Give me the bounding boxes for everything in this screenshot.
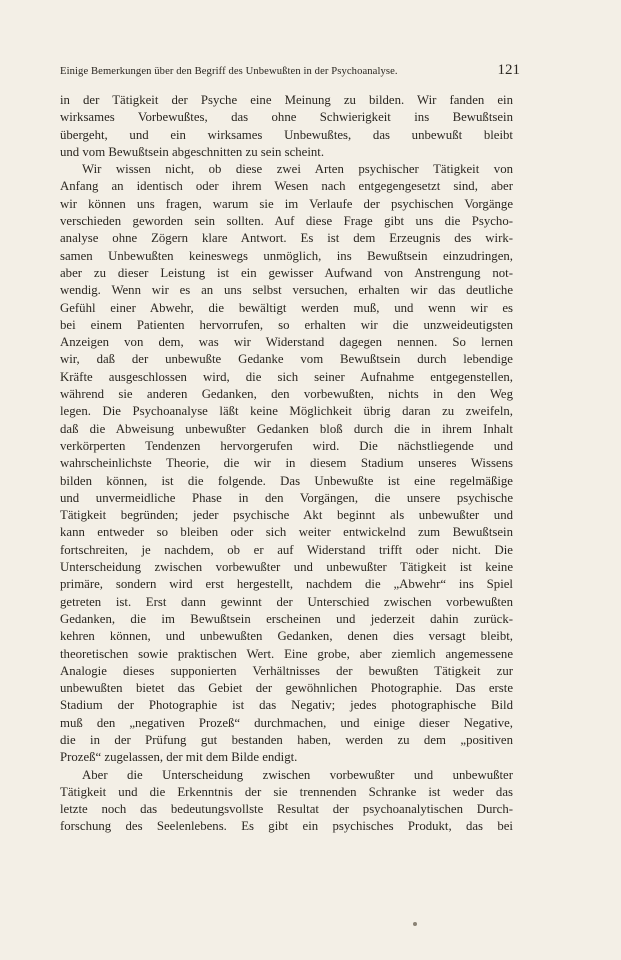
text-line: aber zu dieser Leistung ist ein gewisser Aufwand von Anstrengung not- — [60, 265, 513, 280]
text-line: Gedanken, die im Bewußtsein erscheinen und jederzeit dahin zurück- — [60, 611, 513, 626]
text-line: muß den „negativen Prozeß“ durchmachen, und einige dieser Negative, — [60, 715, 513, 730]
text-line: kehren können, und unbewußten Gedanken, denen dies versagt bleibt, — [60, 629, 513, 644]
paper-speck — [413, 922, 417, 926]
text-line: samen Unbewußten keineswegs unmöglich, ins Bewußtsein einzudringen, — [60, 248, 513, 263]
text-line: analyse ohne Zögern klare Antwort. Es ist dem Erzeugnis des wirk- — [60, 231, 513, 246]
text-line: letzte noch das bedeutungsvollste Resultat der psychoanalytischen Durch- — [60, 802, 513, 817]
text-line: wendig. Wenn wir es an uns selbst versuchen, erhalten wir das deutliche — [60, 283, 513, 298]
text-line: Gefühl einer Abwehr, die bewältigt werden muß, und wenn wir es — [60, 300, 513, 315]
text-line: die in der Prüfung gut bestanden haben, werden zu dem „positiven — [60, 732, 513, 747]
running-head: Einige Bemerkungen über den Begriff des Unbewußten in der Psychoanalyse. — [60, 66, 398, 77]
text-line: und vom Bewußtsein abgeschnitten zu sein scheint. — [60, 144, 325, 159]
text-line: in der Tätigkeit der Psyche eine Meinung zu bilden. Wir fanden ein — [60, 93, 513, 107]
text-line: theoretischen sowie praktischen Wert. Eine grobe, aber ziemlich angemessene — [60, 646, 513, 661]
text-line: Analogie dieses supponierten Verhältnisses der bewußten Tätigkeit zur — [60, 663, 513, 678]
text-line: primäre, sondern wird erst hergestellt, nachdem die „Abwehr“ ins Spiel — [60, 577, 513, 592]
body-text — [60, 92, 513, 836]
text-line: kann entweder so bleiben oder sich weiter entwickelnd zum Bewußtsein — [60, 525, 513, 540]
text-line: Prozeß“ zugelassen, der mit dem Bilde endigt. — [60, 750, 298, 765]
text-line: legen. Die Psychoanalyse läßt keine Möglichkeit übrig daran zu zweifeln, — [60, 404, 513, 419]
text-line: Anfang an identisch oder ihrem Wesen nach entgegengesetzt sind, aber — [60, 179, 513, 194]
text-line: bei einem Patienten hervorrufen, so erhalten wir die unzweideutigsten — [60, 317, 513, 332]
text-line: wir können uns fragen, warum sie im Verlaufe der psychischen Vorgänge — [60, 196, 513, 211]
text-line: Aber die Unterscheidung zwischen vorbewußter und unbewußter — [82, 767, 513, 782]
text-line: wir, daß der unbewußte Gedanke vom Bewußtsein durch lebendige — [60, 352, 513, 367]
text-line: verkörperten Tendenzen hervorgerufen wird. Die nächstliegende und — [60, 438, 513, 453]
text-line: Anzeigen von dem, was wir Widerstand dagegen nennen. So lernen — [60, 335, 513, 350]
text-line: forschung des Seelenlebens. Es gibt ein psychisches Produkt, das bei — [60, 819, 513, 834]
page-number: 121 — [497, 62, 520, 78]
text-line: getreten ist. Erst dann gewinnt der Unterschied zwischen vorbewußten — [60, 594, 513, 609]
text-line: unbewußten bietet das Gebiet der gewöhnlichen Photographie. Das erste — [60, 681, 513, 696]
text-line: Kräfte ausgeschlossen wird, die sich seiner Aufnahme entgegenstellen, — [60, 369, 513, 384]
text-line: Unterscheidung zwischen vorbewußter und unbewußter Tätigkeit ist keine — [60, 560, 513, 575]
text-line: daß die Abweisung unbewußter Gedanken bloß durch die in ihrem Inhalt — [60, 421, 513, 436]
text-line: Wir wissen nicht, ob diese zwei Arten psychischer Tätigkeit von — [82, 162, 513, 177]
text-line: fortschreiten, je nachdem, ob er auf Widerstand trifft oder nicht. Die — [60, 542, 513, 557]
text-line: Tätigkeit und die Erkenntnis der sie trennenden Schranke ist weder das — [60, 784, 513, 799]
page-header — [60, 62, 520, 79]
text-line: Stadium der Photographie ist das Negativ; jedes photographische Bild — [60, 698, 513, 713]
text-line: und unvermeidliche Phase in den Vorgängen, die unsere psychische — [60, 490, 513, 505]
text-line: verschieden geworden sein sollten. Auf diese Frage gibt uns die Psycho- — [60, 214, 513, 229]
text-line: Tätigkeit begründen; jeder psychische Akt beginnt als unbewußter und — [60, 508, 513, 523]
text-line: wirksames Vorbewußtes, das ohne Schwierigkeit ins Bewußtsein — [60, 110, 513, 125]
text-line: bilden können, ist die folgende. Das Unbewußte ist eine regelmäßige — [60, 473, 513, 488]
text-line: wahrscheinlichste Theorie, die wir in diesem Stadium unseres Wissens — [60, 456, 513, 471]
text-line: übergeht, und ein wirksames Unbewußtes, das unbewußt bleibt — [60, 127, 513, 142]
text-line: während sie anderen Gedanken, den vorbewußten, nichts in den Weg — [60, 387, 513, 402]
